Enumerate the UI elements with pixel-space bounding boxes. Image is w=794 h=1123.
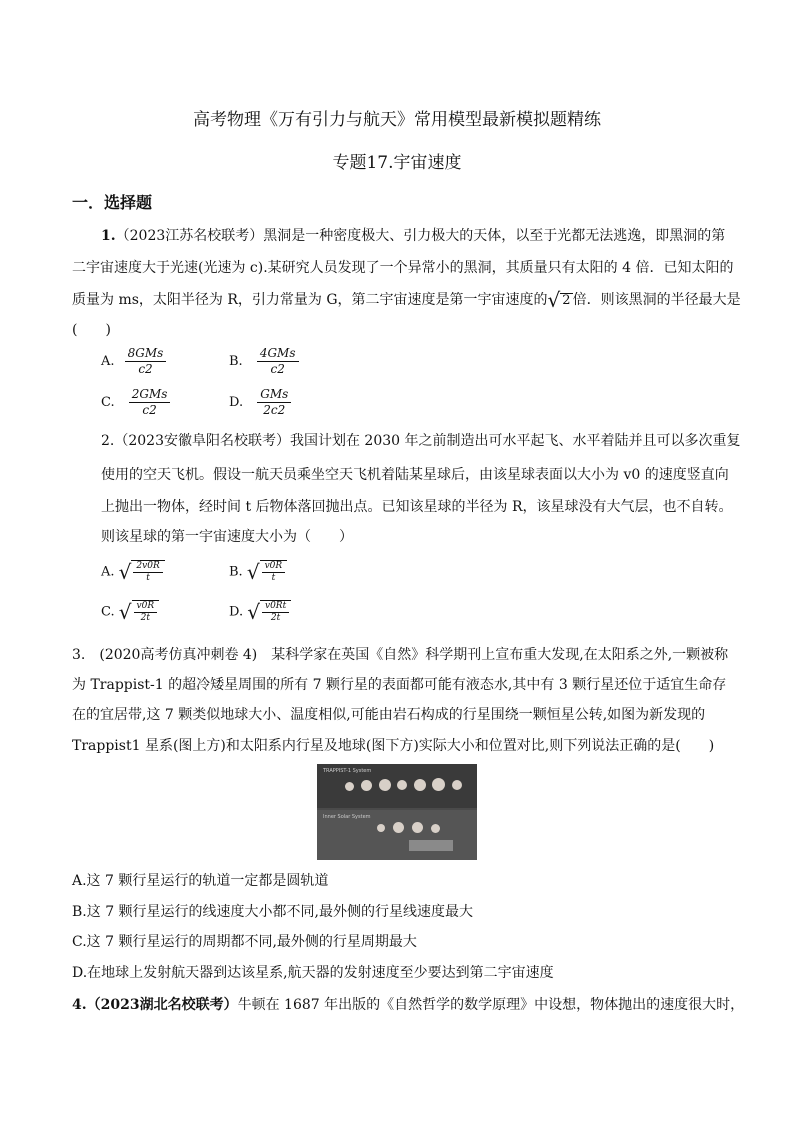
planet-icon [432, 778, 445, 791]
q1-line1 [101, 229, 725, 243]
q1-option-a-label: A. [101, 354, 115, 369]
q1-line1-text: （2023江苏名校联考）黑洞是一种密度极大、引力极大的天体，以至于光都无法逃逸，即黑洞的第 [115, 228, 726, 244]
q1-paren: ( ) [72, 322, 111, 338]
q2-option-c [101, 600, 159, 624]
q1-option-a-num: 8GMs [125, 346, 167, 362]
planet-icon [345, 782, 354, 791]
planet-icon [361, 780, 372, 791]
q2-option-b-label: B. [229, 564, 243, 580]
planet-icon [431, 824, 440, 833]
q1-option-a-fraction [125, 346, 167, 377]
q2-option-a-sqrt: √ $\frac{2v0R}{t}$ [119, 560, 165, 584]
q2-option-d [229, 600, 291, 624]
q2-option-c-num: v0R [134, 601, 158, 613]
q2-option-d-den: 2t [270, 613, 281, 623]
planet-icon [377, 824, 385, 832]
q3-option-c: C.这 7 颗行星运行的周期都不同,最外侧的行星周期最大 [72, 934, 417, 950]
q2-option-b-sqrt: √ $\frac{v0R}{t}$ [247, 560, 287, 584]
sqrt-symbol: √ 2 [547, 288, 571, 312]
planet-icon [397, 780, 407, 790]
q1-line3b: 倍．则该黑洞的半径最大是 [572, 292, 741, 308]
planet-icon [379, 779, 391, 791]
q1-option-d [229, 387, 291, 418]
document-title: 高考物理《万有引力与航天》常用模型最新模拟题精练 [193, 110, 601, 130]
q1-option-d-label: D. [229, 395, 244, 410]
q2-option-c-label: C. [101, 604, 115, 620]
trappist-comparison-image [317, 764, 477, 860]
q2-line2: 使用的空天飞机。假设一航天员乘坐空天飞机着陆某星球后，由该星球表面以大小为 v0 的速度竖直向 [101, 467, 729, 483]
q2-option-a-label: A. [101, 564, 115, 580]
q3-option-b: B.这 7 颗行星运行的线速度大小都不同,最外侧的行星线速度最大 [72, 904, 473, 920]
q1-option-b-label: B. [229, 354, 243, 369]
q1-line2: 二宇宙速度大于光速(光速为 c).某研究人员发现了一个异常小的黑洞，其质量只有太阳的 4 倍．已知太阳的 [72, 260, 734, 276]
q1-option-d-num: GMs [257, 387, 291, 403]
image-label-bar [409, 840, 453, 851]
q2-option-d-num: v0Rt [262, 601, 289, 613]
q1-option-b-fraction [257, 346, 299, 377]
q2-option-c-sqrt: √ $\frac{v0R}{2t}$ [119, 600, 159, 624]
q1-option-b [229, 346, 299, 377]
q2-option-b-num: v0R [262, 561, 286, 573]
q1-option-c-den: c2 [142, 403, 157, 417]
q2-option-a [101, 560, 165, 584]
q3-line2: 为 Trappist-1 的超冷矮星周围的所有 7 颗行星的表面都可能有液态水,其中有 3 颗行星还位于适宜生命存 [72, 677, 727, 693]
q1-line3a: 质量为 ms，太阳半径为 R，引力常量为 G，第二宇宙速度是第一宇宙速度的 [72, 292, 548, 308]
q4-source: 4.（2023湖北名校联考） [72, 997, 238, 1013]
q1-option-d-fraction [257, 387, 291, 418]
q2-option-a-den: t [146, 573, 150, 583]
q2-line3: 上抛出一物体，经时间 t 后物体落回抛出点。已知该星球的半径为 R，该星球没有大气层，也不自转。 [101, 499, 733, 515]
planet-icon [412, 822, 423, 833]
q4-text: 牛顿在 1687 年出版的《自然哲学的数学原理》中设想，物体抛出的速度很大时， [237, 997, 745, 1013]
image-top-caption: TRAPPIST-1 System [323, 768, 372, 774]
q2-option-b [229, 560, 287, 584]
q1-option-c-num: 2GMs [129, 387, 171, 403]
q2-line1: 2.（2023安徽阜阳名校联考）我国计划在 2030 年之前制造出可水平起飞、水平着陆并且可以多次重复 [101, 433, 741, 449]
q1-option-a [101, 346, 166, 377]
section-heading: 一．选择题 [72, 193, 153, 212]
q2-line4: 则该星球的第一宇宙速度大小为（ ） [101, 529, 353, 545]
planet-icon [414, 779, 426, 791]
q2-option-a-num: 2v0R [133, 561, 162, 573]
planet-icon [452, 780, 462, 790]
q2-option-d-sqrt: √ $\frac{v0Rt}{2t}$ [247, 600, 291, 624]
image-bottom-caption: Inner Solar System [323, 814, 371, 820]
planet-icon [393, 822, 404, 833]
q1-option-d-den: 2c2 [263, 403, 286, 417]
q1-option-c [101, 387, 170, 418]
q3-line4: Trappist1 星系(图上方)和太阳系内行星及地球(图下方)实际大小和位置对比,则下列说法正确的是( ) [72, 738, 715, 754]
q3-option-d: D.在地球上发射航天器到达该星系,航天器的发射速度至少要达到第二宇宙速度 [72, 965, 554, 981]
q1-option-b-den: c2 [270, 362, 285, 376]
q2-option-b-den: t [271, 573, 276, 583]
q2-option-c-den: 2t [140, 613, 150, 623]
sqrt-value: 2 [562, 292, 571, 308]
q3-option-a: A.这 7 颗行星运行的轨道一定都是圆轨道 [72, 873, 329, 889]
q2-option-d-label: D. [229, 604, 244, 620]
document-subtitle: 专题17.宇宙速度 [332, 153, 462, 173]
q1-number: 1. [101, 228, 116, 244]
q3-line3: 在的宜居带,这 7 颗类似地球大小、温度相似,可能由岩石构成的行星围绕一颗恒星公转,如图为新发现的 [72, 707, 706, 723]
q1-option-b-num: 4GMs [257, 346, 299, 362]
q1-option-a-den: c2 [138, 362, 153, 376]
q1-option-c-fraction [129, 387, 171, 418]
q1-option-c-label: C. [101, 395, 115, 410]
q1-line3 [72, 290, 741, 310]
q4-line1 [72, 998, 744, 1012]
q3-line1: 3. (2020高考仿真冲刺卷 4) 某科学家在英国《自然》科学期刊上宣布重大发现,在太阳系之外,一颗被称 [72, 647, 729, 663]
